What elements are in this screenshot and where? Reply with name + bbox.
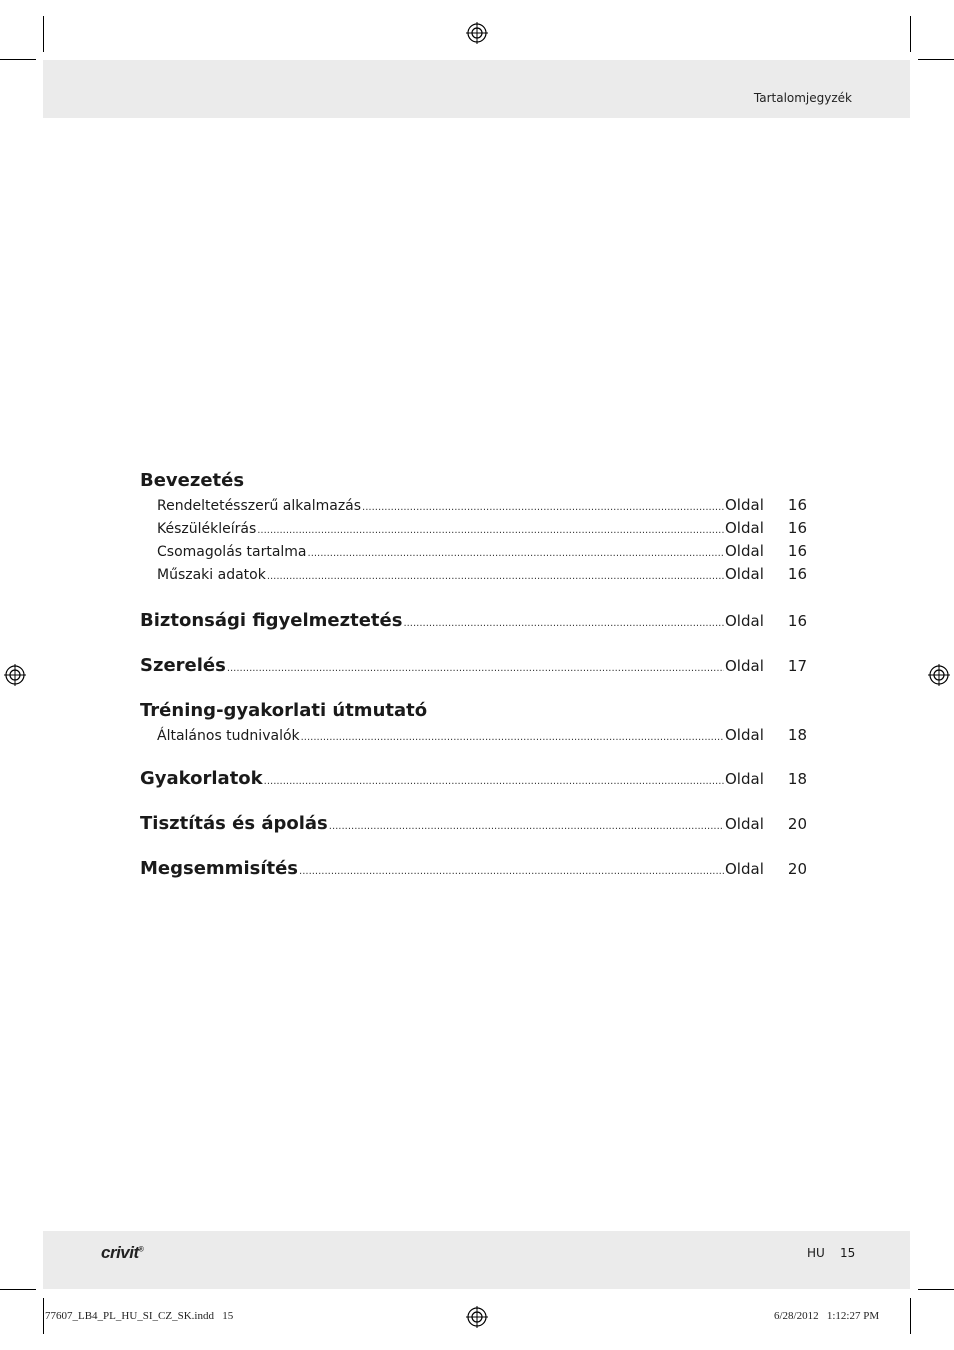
registration-mark-icon	[466, 1306, 488, 1328]
toc-section[interactable]	[140, 811, 807, 837]
page-word: Oldal	[725, 542, 764, 560]
crop-mark	[43, 16, 44, 52]
toc-entry[interactable]	[140, 563, 807, 586]
toc-section[interactable]	[140, 608, 807, 634]
page-number: 16	[787, 519, 807, 537]
toc-entry-label: Műszaki adatok	[157, 567, 266, 583]
page-word: Oldal	[725, 770, 764, 788]
section-heading: Tisztítás és ápolás	[140, 813, 328, 834]
dot-leader	[267, 565, 724, 588]
page-number: 16	[787, 612, 807, 630]
page-word: Oldal	[725, 860, 764, 878]
section-heading: Gyakorlatok	[140, 768, 263, 789]
crop-mark	[918, 59, 954, 60]
registration-mark-icon	[4, 664, 26, 686]
page-word: Oldal	[725, 496, 764, 514]
footer-language: HU	[807, 1246, 825, 1260]
page-word: Oldal	[725, 657, 764, 675]
page-word: Oldal	[725, 565, 764, 583]
dot-leader	[308, 542, 724, 565]
registration-mark-icon	[466, 22, 488, 44]
slug-datetime: 6/28/2012 1:12:27 PM	[774, 1310, 880, 1322]
toc-entry[interactable]	[140, 540, 807, 563]
page-number: 18	[787, 726, 807, 744]
page-word: Oldal	[725, 726, 764, 744]
section-heading: Bevezetés	[140, 470, 245, 491]
page-number: 16	[787, 565, 807, 583]
toc-entry-label: Általános tudnivalók	[157, 728, 300, 744]
slug-filename: 77607_LB4_PL_HU_SI_CZ_SK.indd 15	[45, 1310, 234, 1322]
toc-entry[interactable]	[140, 494, 807, 517]
page-number: 16	[787, 542, 807, 560]
section-heading: Biztonsági figyelmeztetés	[140, 610, 403, 631]
registration-mark-icon	[928, 664, 950, 686]
crop-mark	[910, 16, 911, 52]
page-number: 20	[787, 860, 807, 878]
header-title: Tartalomjegyzék	[753, 91, 852, 105]
dot-leader	[403, 611, 724, 637]
crop-mark	[0, 1289, 36, 1290]
toc-entry[interactable]	[140, 517, 807, 540]
header-band	[43, 60, 910, 118]
crop-mark	[43, 1298, 44, 1334]
crop-mark	[0, 59, 36, 60]
table-of-contents	[140, 468, 807, 882]
dot-leader	[264, 769, 724, 795]
toc-entry-label: Rendeltetésszerű alkalmazás	[157, 498, 362, 514]
toc-entry-label: Készülékleírás	[157, 521, 257, 537]
page-word: Oldal	[725, 612, 764, 630]
page-word: Oldal	[725, 815, 764, 833]
dot-leader	[299, 859, 724, 885]
page-number: 18	[787, 770, 807, 788]
page-number: 16	[787, 496, 807, 514]
page-number: 20	[787, 815, 807, 833]
dot-leader	[329, 814, 724, 840]
footer-band	[43, 1231, 910, 1289]
page-number: 17	[787, 657, 807, 675]
brand-logo: crivit®	[101, 1243, 144, 1262]
toc-section[interactable]	[140, 856, 807, 882]
section-heading: Szerelés	[140, 655, 226, 676]
toc-entry[interactable]	[140, 724, 807, 747]
toc-section[interactable]	[140, 766, 807, 792]
page-word: Oldal	[725, 519, 764, 537]
dot-leader	[301, 726, 724, 749]
section-heading: Megsemmisítés	[140, 858, 299, 879]
toc-entry-label: Csomagolás tartalma	[157, 544, 307, 560]
crop-mark	[918, 1289, 954, 1290]
dot-leader	[257, 519, 724, 542]
dot-leader	[362, 496, 724, 519]
crop-mark	[910, 1298, 911, 1334]
toc-section[interactable]	[140, 653, 807, 679]
footer-page-number: 15	[840, 1246, 856, 1260]
dot-leader	[227, 656, 724, 682]
section-heading: Tréning-gyakorlati útmutató	[140, 700, 428, 721]
